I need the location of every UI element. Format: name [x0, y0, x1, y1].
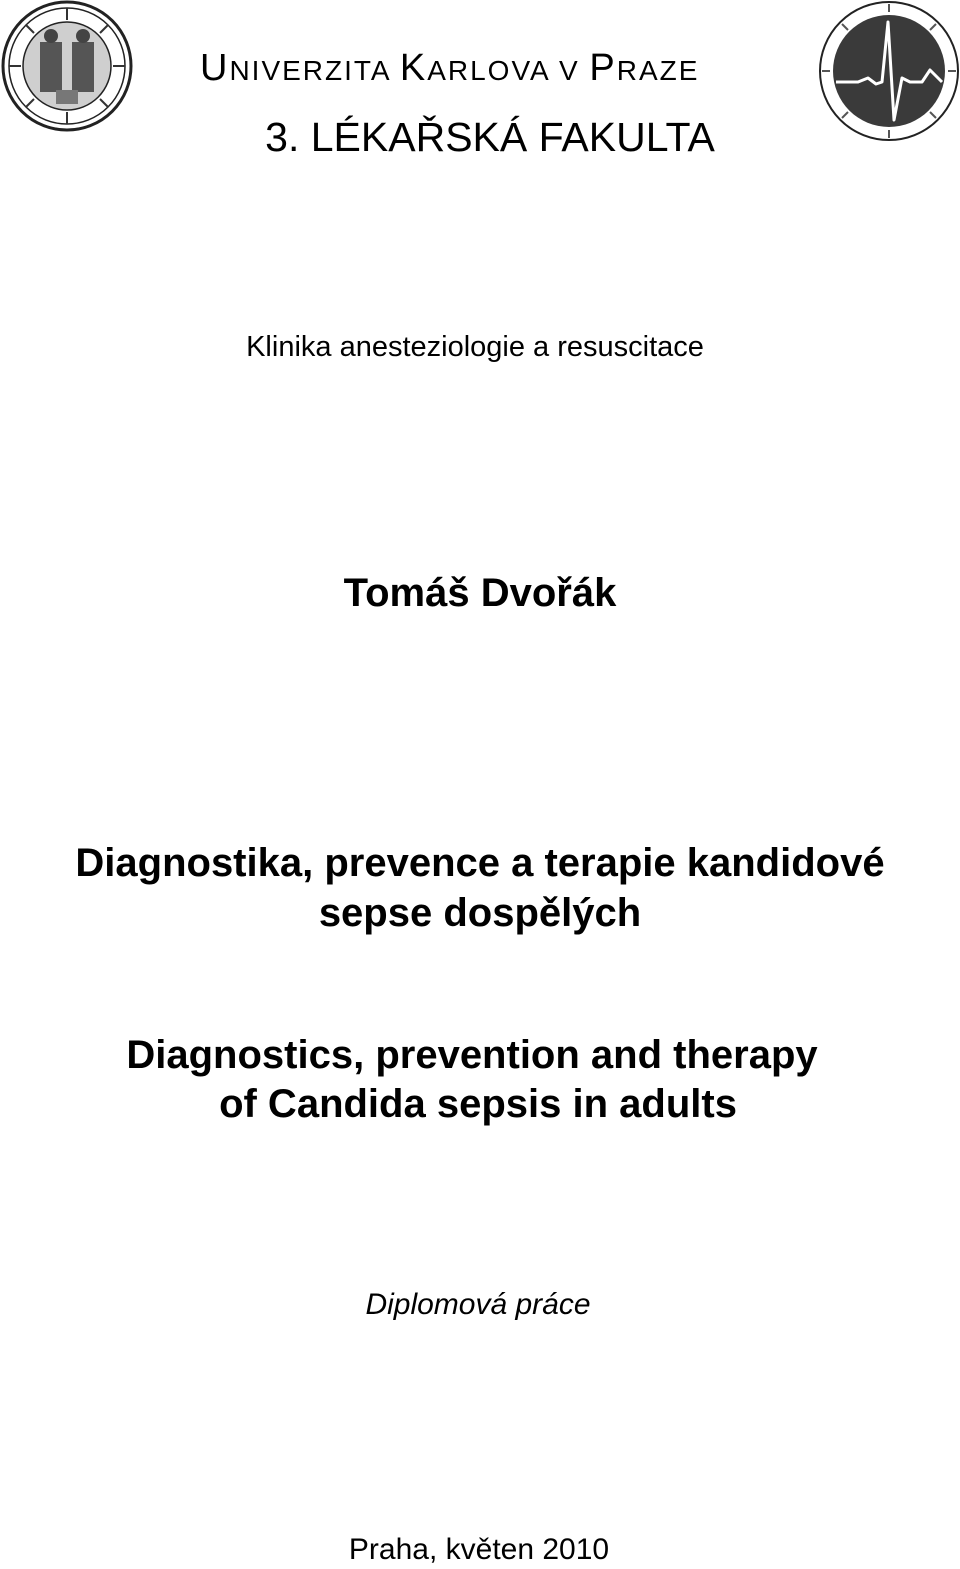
university-name-rest-3: RAZE [616, 55, 700, 86]
thesis-title-czech-line-2: sepse dospělých [318, 891, 642, 935]
faculty-name: 3. LÉKAŘSKÁ FAKULTA [265, 114, 715, 160]
university-name-cap-3: P [589, 47, 617, 89]
author-name: Tomáš Dvořák [343, 571, 617, 615]
university-name-rest-1: NIVERZITA [229, 55, 400, 86]
university-name-rest-2: ARLOVA V [427, 55, 590, 86]
university-name-cap-2: K [399, 47, 428, 89]
place-and-date: Praha, květen 2010 [348, 1533, 610, 1566]
university-name-cap-1: U [200, 47, 230, 89]
thesis-title-english-line-1: Diagnostics, prevention and therapy [126, 1033, 818, 1077]
thesis-title-english-line-2: of Candida sepsis in adults [219, 1082, 737, 1126]
thesis-title-czech-line-1: Diagnostika, prevence a terapie kandidové [75, 841, 885, 885]
charles-university-seal-icon [0, 0, 134, 132]
department-name: Klinika anesteziologie a resuscitace [246, 331, 704, 363]
thesis-type: Diplomová práce [365, 1288, 591, 1321]
university-name [200, 46, 800, 93]
